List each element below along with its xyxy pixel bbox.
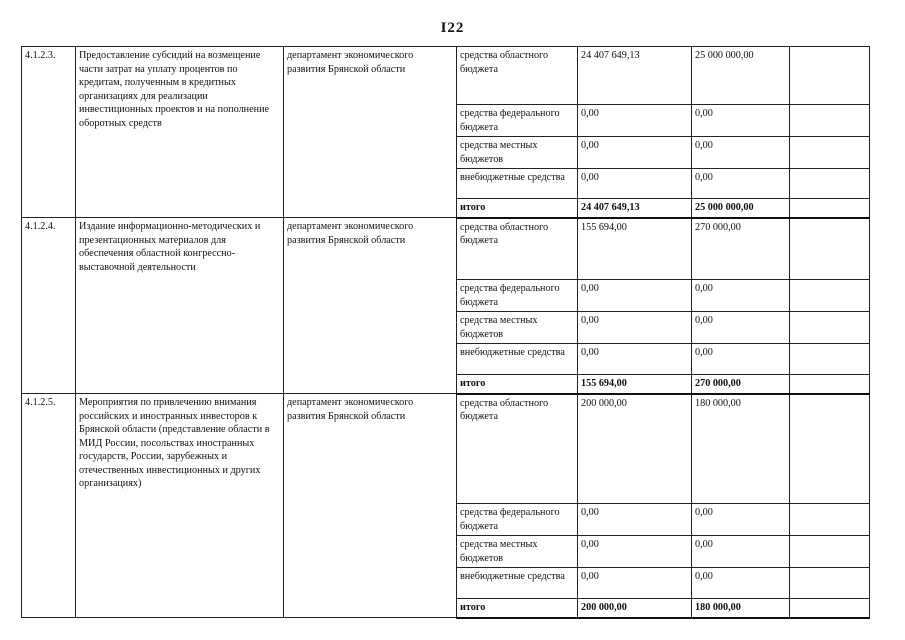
value-1: 0,00	[578, 312, 692, 344]
value-2: 0,00	[692, 312, 790, 344]
empty-cell	[790, 105, 870, 137]
value-1: 0,00	[578, 169, 692, 199]
value-2: 0,00	[692, 137, 790, 169]
budget-table	[21, 46, 870, 619]
source-label: средства федерального бюджета	[457, 280, 578, 312]
empty-cell	[790, 218, 870, 280]
total-value-2: 25 000 000,00	[692, 199, 790, 218]
total-value-1: 155 694,00	[578, 375, 692, 394]
item-code: 4.1.2.4.	[22, 218, 76, 394]
table-row	[22, 394, 870, 504]
empty-cell	[790, 599, 870, 618]
value-2: 25 000 000,00	[692, 47, 790, 105]
source-label: средства федерального бюджета	[457, 105, 578, 137]
source-label: внебюджетные средства	[457, 169, 578, 199]
source-label: средства областного бюджета	[457, 47, 578, 105]
source-label: средства федерального бюджета	[457, 504, 578, 536]
value-1: 0,00	[578, 536, 692, 568]
item-code: 4.1.2.5.	[22, 394, 76, 618]
source-label: средства областного бюджета	[457, 394, 578, 504]
value-1: 0,00	[578, 568, 692, 599]
page-number: I22	[440, 20, 465, 36]
total-label: итого	[457, 375, 578, 394]
table-row	[22, 47, 870, 105]
value-2: 0,00	[692, 504, 790, 536]
value-2: 270 000,00	[692, 218, 790, 280]
empty-cell	[790, 137, 870, 169]
total-label: итого	[457, 199, 578, 218]
total-value-2: 180 000,00	[692, 599, 790, 618]
total-value-2: 270 000,00	[692, 375, 790, 394]
empty-cell	[790, 568, 870, 599]
source-label: средства областного бюджета	[457, 218, 578, 280]
total-value-1: 200 000,00	[578, 599, 692, 618]
item-name: Издание информационно-методических и презентационных материалов для обеспечения областной конгрессно-выставочной деятельности	[76, 218, 284, 394]
source-label: средства местных бюджетов	[457, 536, 578, 568]
item-executor: департамент экономического развития Брянской области	[284, 394, 457, 618]
value-1: 0,00	[578, 344, 692, 375]
value-2: 0,00	[692, 169, 790, 199]
value-2: 0,00	[692, 344, 790, 375]
empty-cell	[790, 536, 870, 568]
value-2: 0,00	[692, 280, 790, 312]
item-code: 4.1.2.3.	[22, 47, 76, 218]
empty-cell	[790, 344, 870, 375]
value-1: 155 694,00	[578, 218, 692, 280]
value-1: 0,00	[578, 137, 692, 169]
empty-cell	[790, 375, 870, 394]
value-1: 0,00	[578, 280, 692, 312]
value-1: 0,00	[578, 105, 692, 137]
item-name: Мероприятия по привлечению внимания российских и иностранных инвесторов к Брянской области (представление области в МИД России, посольствах иностранных государств, России, зарубежных и отечественных инвестиционных и других организациях)	[76, 394, 284, 618]
empty-cell	[790, 280, 870, 312]
source-label: внебюджетные средства	[457, 344, 578, 375]
empty-cell	[790, 169, 870, 199]
source-label: средства местных бюджетов	[457, 137, 578, 169]
total-value-1: 24 407 649,13	[578, 199, 692, 218]
empty-cell	[790, 312, 870, 344]
value-2: 0,00	[692, 105, 790, 137]
value-1: 200 000,00	[578, 394, 692, 504]
value-2: 0,00	[692, 536, 790, 568]
empty-cell	[790, 47, 870, 105]
value-2: 0,00	[692, 568, 790, 599]
value-1: 0,00	[578, 504, 692, 536]
source-label: средства местных бюджетов	[457, 312, 578, 344]
item-executor: департамент экономического развития Брянской области	[284, 47, 457, 218]
source-label: внебюджетные средства	[457, 568, 578, 599]
empty-cell	[790, 394, 870, 504]
item-name: Предоставление субсидий на возмещение части затрат на уплату процентов по кредитам, полученным в кредитных организациях для реализации инвестиционных проектов и на пополнение оборотных средств	[76, 47, 284, 218]
item-executor: департамент экономического развития Брянской области	[284, 218, 457, 394]
table-row	[22, 218, 870, 280]
empty-cell	[790, 504, 870, 536]
empty-cell	[790, 199, 870, 218]
value-2: 180 000,00	[692, 394, 790, 504]
total-label: итого	[457, 599, 578, 618]
value-1: 24 407 649,13	[578, 47, 692, 105]
